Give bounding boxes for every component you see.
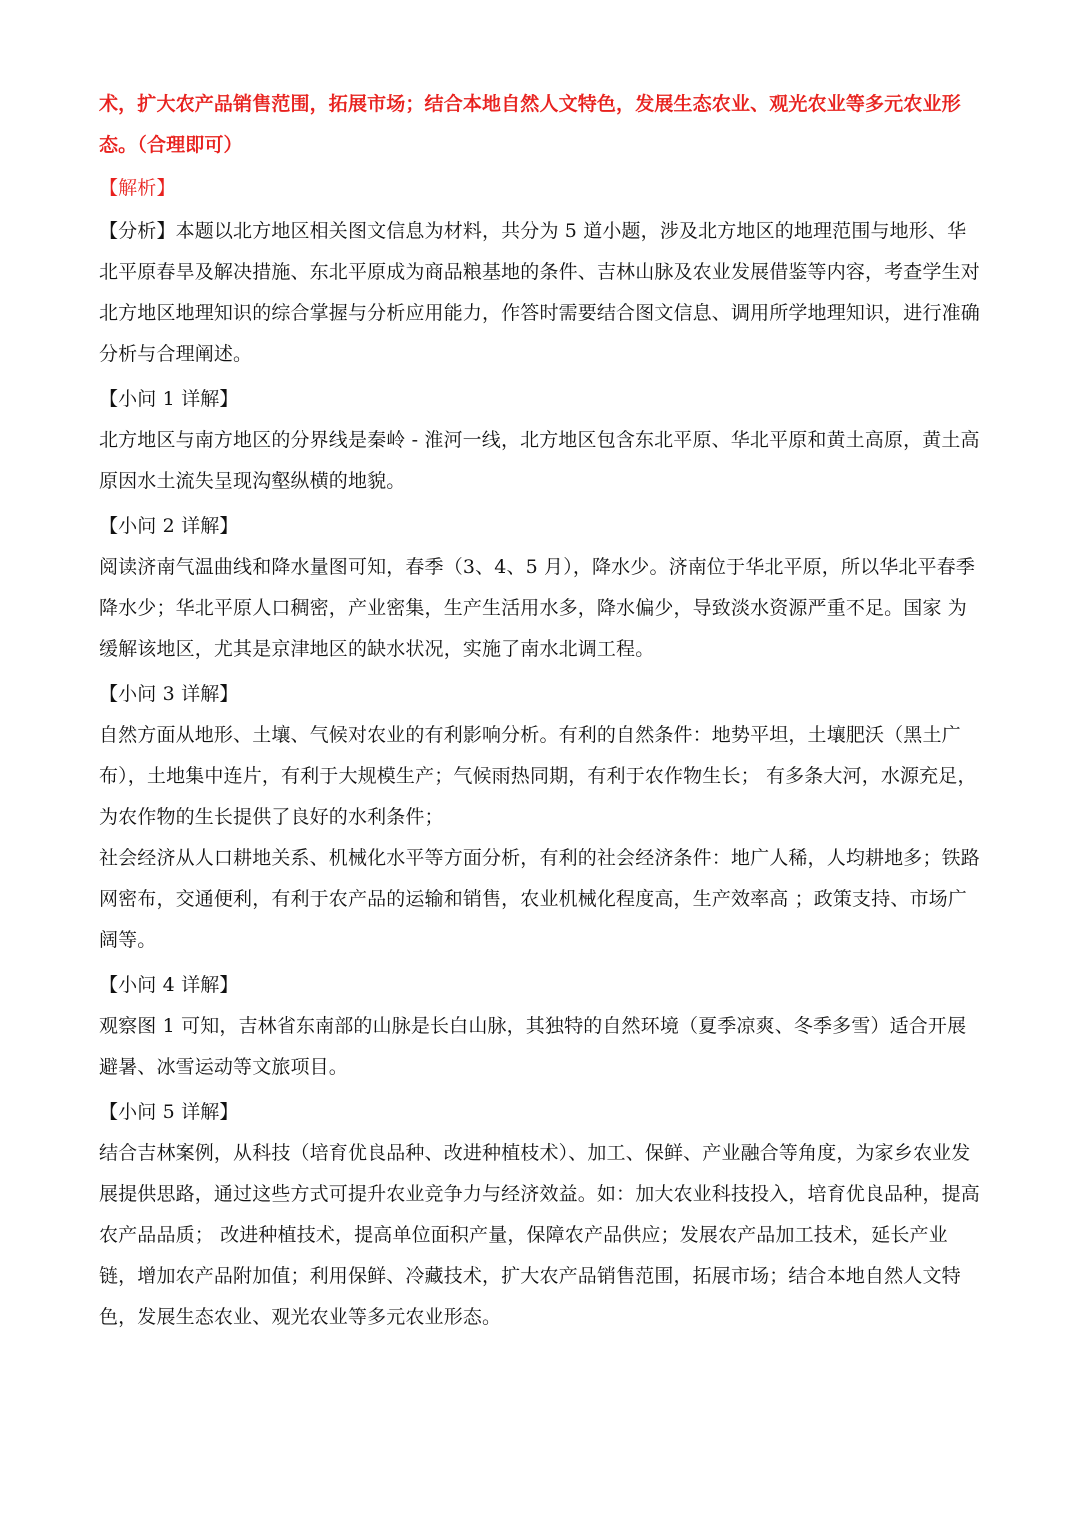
section-1-heading: 【小问 1 详解】	[99, 388, 239, 410]
section-1-paragraph-1: 北方地区与南方地区的分界线是秦岭 - 淮河一线，北方地区包含东北平原、华北平原和黄土高原，黄土高原因水土流失呈现沟壑纵横的地貌。	[99, 429, 980, 492]
section-2-paragraph-1: 阅读济南气温曲线和降水量图可知，春季（3、4、5 月），降水少。济南位于华北平原，所以华北平春季降水少；华北平原人口稠密，产业密集，生产生活用水多，降水偏少，导致淡水资源严重不足。国家 为缓解该地区，尤其是京津地区的缺水状况，实施了南水北调工程。	[99, 556, 976, 660]
analysis-body: 【分析】本题以北方地区相关图文信息为材料，共分为 5 道小题，涉及北方地区的地理范围与地形、华北平原春旱及解决措施、东北平原成为商品粮基地的条件、吉林山脉及农业发展借鉴等内容，考查学生对北方地区地理知识的综合掌握与分析应用能力，作答时需要结合图文信息、调用所学地理知识，进行准确分析与合理阐述。	[99, 220, 980, 365]
section-5-paragraph-1: 结合吉林案例，从科技（培育优良品种、改进种植枝术）、加工、保鲜、产业融合等角度，为家乡农业发展提供思路，通过这些方式可提升农业竞争力与经济效益。如：加大农业科技投入，培育优良品种，提高农产品品质； 改进种植技术，提高单位面积产量，保障农产品供应；发展农产品加工技术，延长产业链，增加农产品附加值；利用保鲜、冷藏技术，扩大农产品销售范围，拓展市场；结合本地自然人文特色，发展生态农业、观光农业等多元农业形态。	[99, 1142, 980, 1328]
section-3-paragraph-2: 社会经济从人口耕地关系、机械化水平等方面分析，有利的社会经济条件：地广人稀，人均耕地多；铁路网密布，交通便利，有利于农产品的运输和销售，农业机械化程度高，生产效率高 ；政策支持、市场广阔等。	[99, 847, 980, 951]
document-content	[99, 84, 983, 1338]
section-3-heading: 【小问 3 详解】	[99, 683, 239, 705]
section-2-heading: 【小问 2 详解】	[99, 515, 239, 537]
answer-continuation: 术，扩大农产品销售范围，拓展市场；结合本地自然人文特色，发展生态农业、观光农业等多元农业形态。（合理即可）	[99, 93, 961, 156]
analysis-heading: 【解析】	[99, 177, 176, 199]
section-3-paragraph-1: 自然方面从地形、土壤、气候对农业的有利影响分析。有利的自然条件：地势平坦，土壤肥沃（黑土广布），土地集中连片，有利于大规模生产；气候雨热同期，有利于农作物生长； 有多条大河，水源充足，为农作物的生长提供了良好的水利条件；	[99, 724, 977, 828]
section-4-paragraph-1: 观察图 1 可知，吉林省东南部的山脉是长白山脉，其独特的自然环境（夏季凉爽、冬季多雪）适合开展避暑、冰雪运动等文旅项目。	[99, 1015, 967, 1078]
section-4-heading: 【小问 4 详解】	[99, 974, 239, 996]
section-5-heading: 【小问 5 详解】	[99, 1101, 239, 1123]
